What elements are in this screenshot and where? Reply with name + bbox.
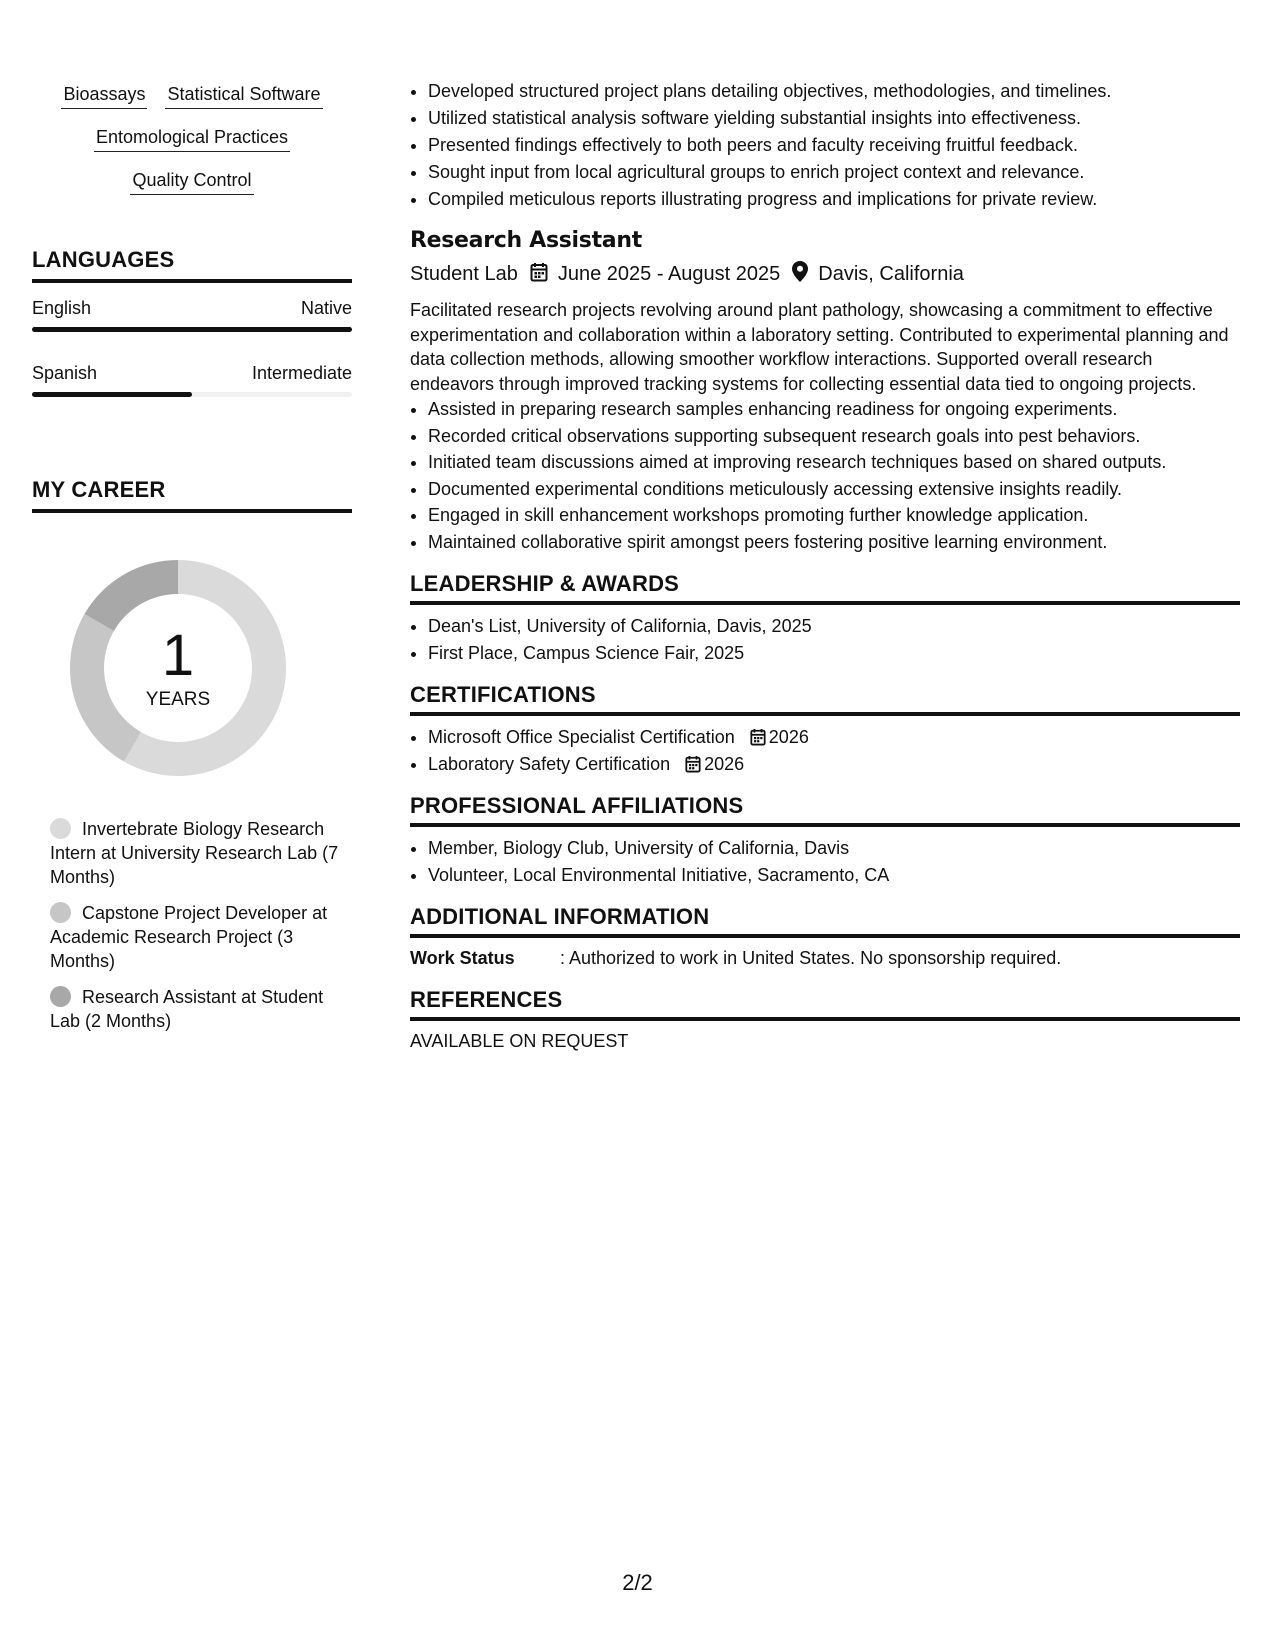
legend-dot — [50, 818, 71, 839]
skill-row — [32, 123, 352, 152]
job-company: Student Lab — [410, 263, 518, 285]
job-meta — [410, 261, 1240, 288]
job-bullets — [410, 398, 1240, 553]
skill-tag: Entomological Practices — [94, 123, 290, 152]
certification-year: 2026 — [704, 753, 745, 774]
bullet-item: • Engaged in skill enhancement workshops promoting further knowledge application. — [428, 504, 1240, 526]
career-section — [32, 477, 352, 1033]
affiliation-item: • Volunteer, Local Environmental Initiative, Sacramento, CA — [428, 864, 1240, 886]
legend-label: Capstone Project Developer at Academic Research Project (3 Months) — [50, 903, 328, 971]
bullet-item: • Initiated team discussions aimed at improving research techniques based on shared outputs. — [428, 451, 1240, 473]
skill-row — [32, 166, 352, 195]
job-description: Facilitated research projects revolving around plant pathology, showcasing a commitment to effective experimentation and collaboration within a laboratory setting. Contributed to experimental planning and data collection methods, allowing smoother workflow interactions. Supported overall research endeavors through improved tracking systems for collecting essential data tied to ongoing projects. — [410, 300, 1229, 394]
references-text: AVAILABLE ON REQUEST — [410, 1030, 629, 1051]
bullet-item: • Developed structured project plans detailing objectives, methodologies, and timelines. — [428, 80, 1240, 102]
language-level: Native — [300, 298, 352, 318]
legend-dot — [50, 986, 71, 1007]
certifications-title: CERTIFICATIONS — [410, 682, 1240, 716]
job-title: Research Assistant — [410, 228, 642, 253]
page-number: 2/2 — [622, 1570, 653, 1595]
legend-label: Research Assistant at Student Lab (2 Months) — [50, 987, 324, 1031]
skill-tag: Quality Control — [130, 166, 253, 195]
legend-label: Invertebrate Biology Research Intern at University Research Lab (7 Months) — [50, 819, 339, 887]
legend-item — [50, 985, 340, 1033]
work-status-label: Work Status — [410, 947, 515, 968]
legend-dot — [50, 902, 71, 923]
language-bar-fill — [32, 327, 352, 332]
career-donut-chart — [65, 555, 291, 781]
previous-job-bullets — [410, 80, 1240, 210]
skills-list — [32, 80, 352, 195]
bullet-item: • Utilized statistical analysis software yielding substantial insights into effectiveness. — [428, 107, 1240, 129]
award-item: • First Place, Campus Science Fair, 2025 — [428, 642, 1240, 664]
references-title: REFERENCES — [410, 987, 1240, 1021]
certifications-section — [410, 682, 1240, 775]
additional-title: ADDITIONAL INFORMATION — [410, 904, 1240, 938]
career-total-number: 1 — [161, 623, 195, 688]
additional-section — [410, 904, 1240, 969]
job-location: Davis, California — [818, 263, 964, 285]
affiliation-item: • Member, Biology Club, University of California, Davis — [428, 837, 1240, 859]
language-name: Spanish — [32, 363, 98, 383]
language-item — [32, 362, 352, 397]
bullet-item: • Recorded critical observations supporting subsequent research goals into pest behaviors. — [428, 425, 1240, 447]
work-status-value: : Authorized to work in United States. No sponsorship required. — [560, 947, 1062, 968]
affiliations-section — [410, 793, 1240, 886]
bullet-item: • Presented findings effectively to both peers and faculty receiving fruitful feedback. — [428, 134, 1240, 156]
bullet-item: • Assisted in preparing research samples enhancing readiness for ongoing experiments. — [428, 398, 1240, 420]
legend-item — [50, 817, 340, 889]
job-dates: June 2025 - August 2025 — [557, 263, 781, 285]
legend-item — [50, 901, 340, 973]
bullet-item: • Compiled meticulous reports illustrating progress and implications for private review. — [428, 188, 1240, 210]
language-bar — [32, 392, 352, 397]
left-column — [32, 80, 352, 1045]
skill-row — [32, 80, 352, 109]
certification-name: Laboratory Safety Certification — [428, 753, 671, 774]
career-title: MY CAREER — [32, 477, 352, 513]
right-column — [410, 80, 1240, 1052]
location-pin-icon — [792, 261, 808, 288]
languages-section — [32, 247, 352, 397]
bullet-item: • Sought input from local agricultural groups to enrich project context and relevance. — [428, 161, 1240, 183]
calendar-icon — [530, 262, 548, 288]
skill-tag: Bioassays — [61, 80, 147, 109]
languages-title: LANGUAGES — [32, 247, 352, 283]
certification-year: 2026 — [768, 726, 809, 747]
skill-tag: Statistical Software — [165, 80, 322, 109]
bullet-item: • Documented experimental conditions meticulously accessing extensive insights readily. — [428, 478, 1240, 500]
award-item: • Dean's List, University of California, Davis, 2025 — [428, 615, 1240, 637]
language-item — [32, 297, 352, 332]
calendar-icon — [685, 755, 701, 773]
language-level: Intermediate — [251, 363, 352, 383]
certification-name: Microsoft Office Specialist Certification — [428, 726, 735, 747]
affiliations-title: PROFESSIONAL AFFILIATIONS — [410, 793, 1240, 827]
certification-item — [428, 753, 1240, 775]
certification-item — [428, 726, 1240, 748]
language-name: English — [32, 298, 92, 318]
career-total-unit: YEARS — [145, 689, 211, 710]
language-bar — [32, 327, 352, 332]
language-bar-fill — [32, 392, 192, 397]
bullet-item: • Maintained collaborative spirit amongst peers fostering positive learning environment. — [428, 531, 1240, 553]
calendar-icon — [750, 728, 766, 746]
career-legend — [50, 817, 340, 1033]
references-section — [410, 987, 1240, 1052]
leadership-section — [410, 571, 1240, 664]
leadership-title: LEADERSHIP & AWARDS — [410, 571, 1240, 605]
